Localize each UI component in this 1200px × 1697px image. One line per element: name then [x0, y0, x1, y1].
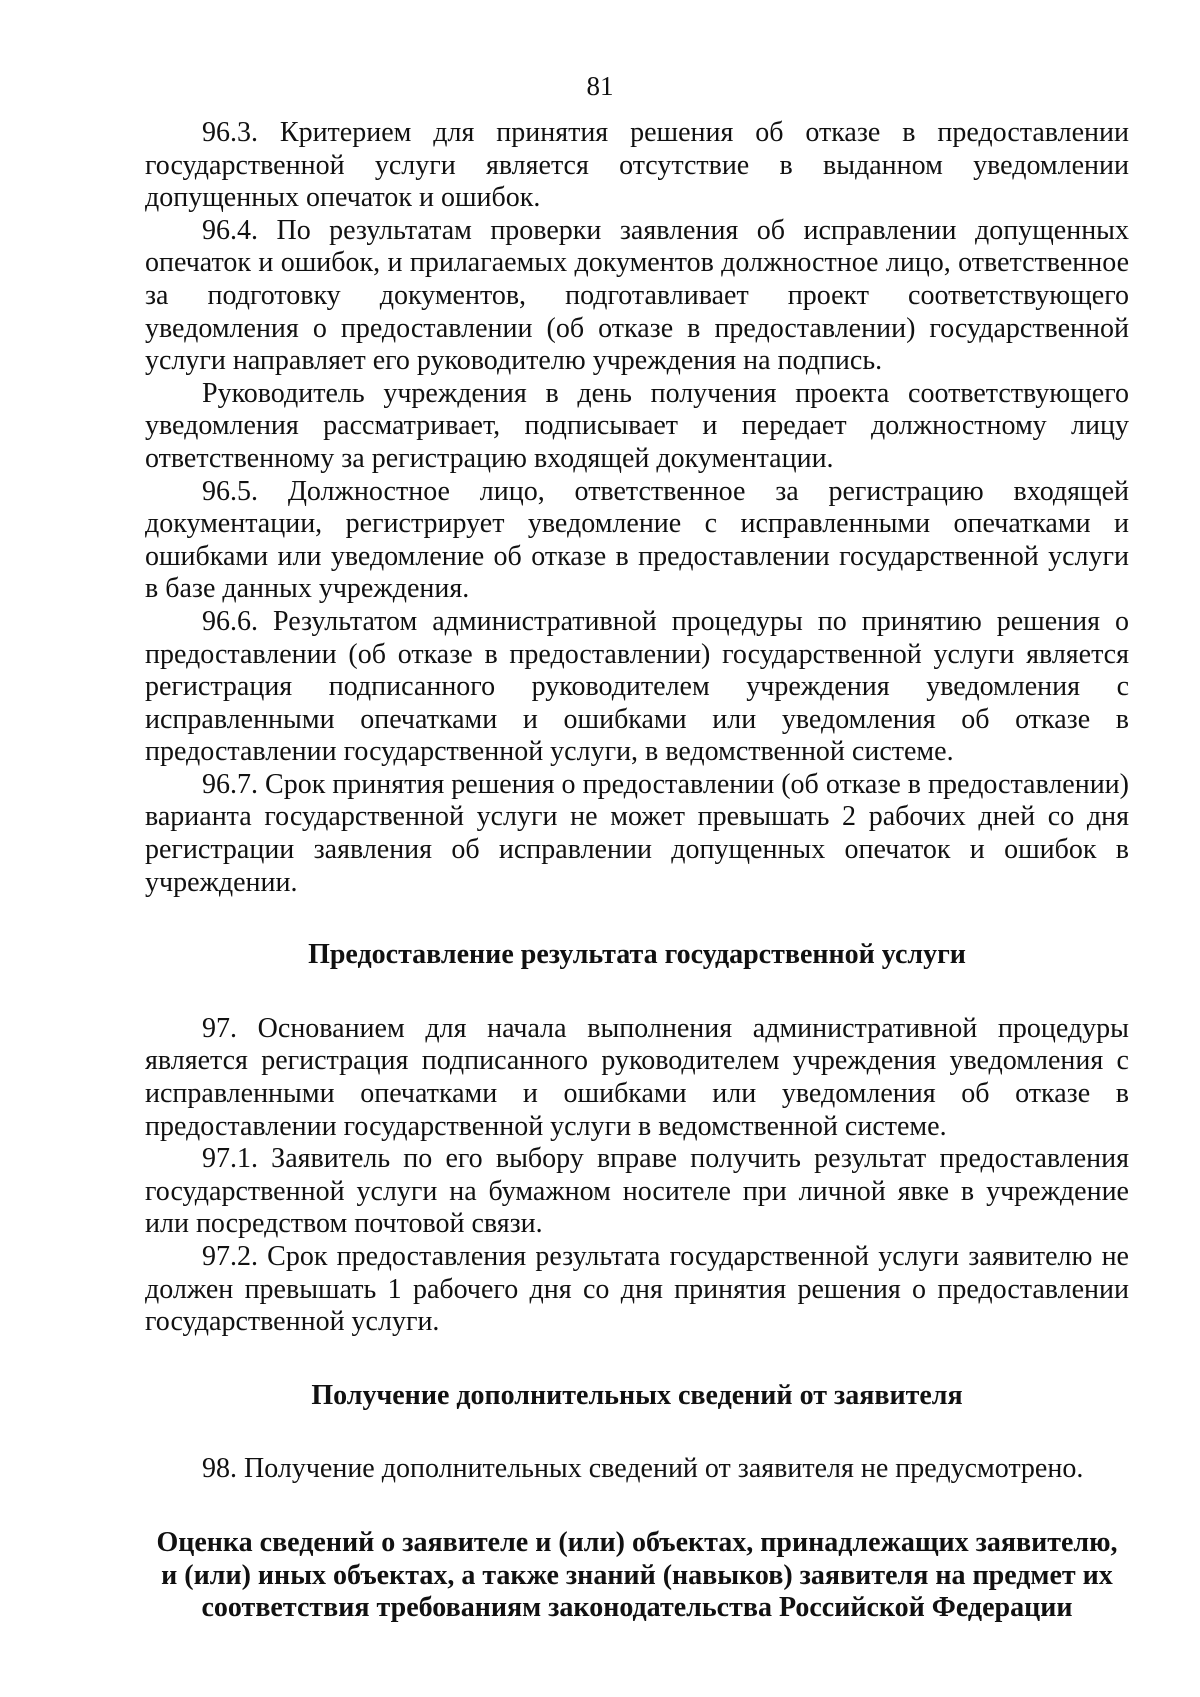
document-body: [145, 117, 1129, 1625]
paragraph-97-2: 97.2. Срок предоставления результата государственной услуги заявителю не должен превышать 1 рабочего дня со дня принятия решения о предоставлении государственной услуги.: [145, 1241, 1129, 1338]
heading-line: и (или) иных объектах, а также знаний (навыков) заявителя на предмет их: [161, 1559, 1113, 1591]
paragraph-97-1: 97.1. Заявитель по его выбору вправе получить результат предоставления государственной услуги на бумажном носителе при личной явке в учреждение или посредством почтовой связи.: [145, 1143, 1129, 1240]
paragraph-96-5: 96.5. Должностное лицо, ответственное за регистрацию входящей документации, регистрирует уведомление с исправленными опечатками и ошибками или уведомление об отказе в предоставлении государственной услуги в базе данных учреждения.: [145, 475, 1129, 605]
paragraph-96-6: 96.6. Результатом административной процедуры по принятию решения о предоставлении (об отказе в предоставлении) государственной услуги является регистрация подписанного руководителем учреждения уведомления с исправленными опечатками и ошибками или уведомления об отказе в предоставлении государственной услуги, в ведомственной системе.: [145, 605, 1129, 768]
heading-line: соответствия требованиям законодательства Российской Федерации: [201, 1592, 1073, 1624]
paragraph-97: 97. Основанием для начала выполнения административной процедуры является регистрация подписанного руководителем учреждения уведомления с исправленными опечатками и ошибками или уведомления об отказе в предоставлении государственной услуги в ведомственной системе.: [145, 1012, 1129, 1142]
paragraph-98: 98. Получение дополнительных сведений от заявителя не предусмотрено.: [202, 1453, 1084, 1485]
section-heading-result-provision: Предоставление результата государственной услуги: [308, 939, 966, 971]
heading-line: Оценка сведений о заявителе и (или) объектах, принадлежащих заявителю,: [156, 1526, 1118, 1558]
paragraph-96-3: 96.3. Критерием для принятия решения об отказе в предоставлении государственной услуги является отсутствие в выданном уведомлении допущенных опечаток и ошибок.: [145, 117, 1129, 214]
section-heading-applicant-assessment: [145, 1527, 1129, 1625]
paragraph-96-4: 96.4. По результатам проверки заявления об исправлении допущенных опечаток и ошибок, и прилагаемых документов должностное лицо, ответственное за подготовку документов, подготавливает проект соответствующего уведомления о предоставлении (об отказе в предоставлении) государственной услуги направляет его руководителю учреждения на подпись.: [145, 214, 1129, 377]
section-heading-additional-info: Получение дополнительных сведений от заявителя: [311, 1379, 963, 1411]
paragraph-96-7: 96.7. Срок принятия решения о предоставлении (об отказе в предоставлении) варианта государственной услуги не может превышать 2 рабочих дней со дня регистрации заявления об исправлении допущенных опечаток и ошибок в учреждении.: [145, 768, 1129, 898]
paragraph-head-of-institution: Руководитель учреждения в день получения проекта соответствующего уведомления рассматривает, подписывает и передает должностному лицу ответственному за регистрацию входящей документации.: [145, 377, 1129, 474]
page-number: 81: [586, 71, 614, 101]
